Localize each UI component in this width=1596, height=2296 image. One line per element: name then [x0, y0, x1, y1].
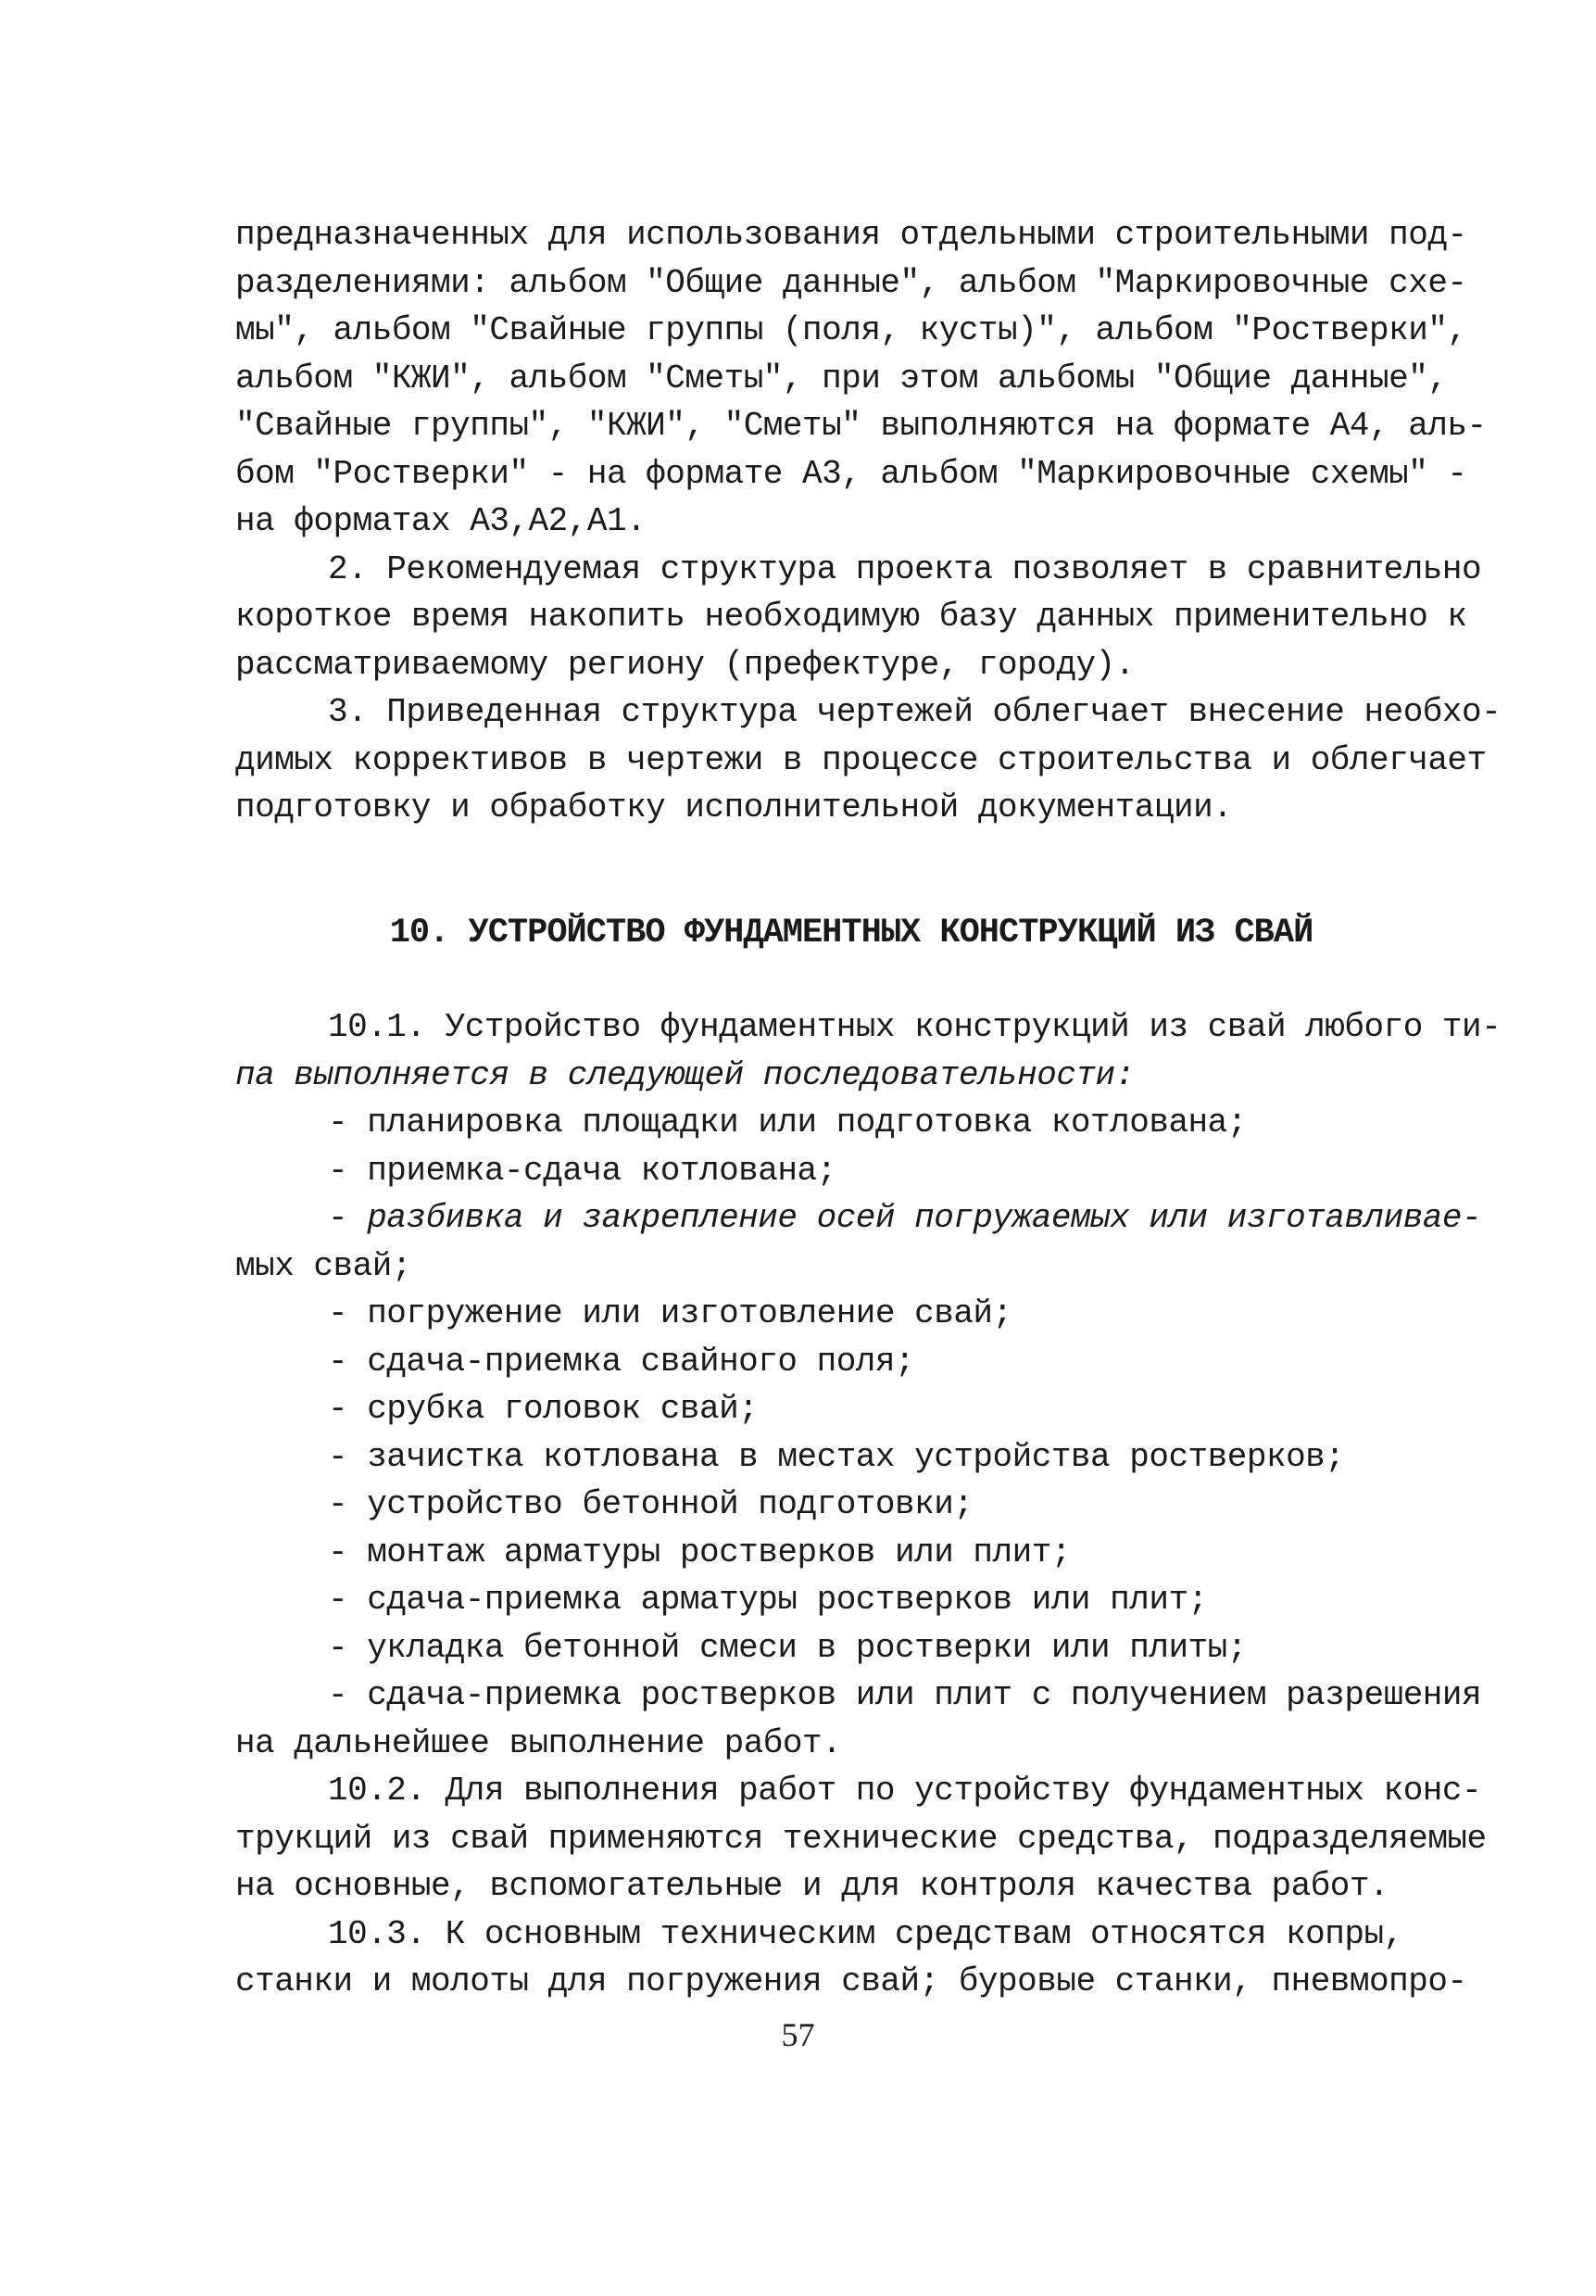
list-item: - сдача-приемка свайного поля;: [328, 1342, 915, 1381]
text-line: рассматриваемому региону (префектуре, городу).: [235, 645, 1135, 684]
text-line: бом "Ростверки" - на формате А3, альбом "Маркировочные схемы" -: [235, 454, 1467, 493]
list-item: - погружение или изготовление свай;: [328, 1294, 1012, 1332]
list-item: - сдача-приемка арматуры ростверков или плит;: [328, 1581, 1208, 1619]
text-line: мы", альбом "Свайные группы (поля, кусты)", альбом "Ростверки",: [235, 311, 1467, 349]
section-heading: 10. УСТРОЙСТВО ФУНДАМЕНТНЫХ КОНСТРУКЦИЙ ИЗ СВАЙ: [389, 914, 1313, 952]
text-line: 10.3. К основным техническим средствам относятся копры,: [328, 1914, 1403, 1953]
list-item: - планировка площадки или подготовка котлована;: [328, 1104, 1247, 1142]
text-line: па выполняется в следующей последовательности:: [235, 1055, 1135, 1094]
text-line: разделениями: альбом "Общие данные", альбом "Маркировочные схе-: [235, 263, 1467, 302]
list-item: - зачистка котлована в местах устройства ростверков;: [328, 1437, 1345, 1476]
text-line: 2. Рекомендуемая структура проекта позволяет в сравнительно: [328, 549, 1482, 588]
text-line: 3. Приведенная структура чертежей облегчает внесение необхо-: [328, 693, 1502, 731]
list-item: - укладка бетонной смеси в ростверки или плиты;: [328, 1628, 1247, 1667]
page-number: 57: [781, 2016, 815, 2053]
text-line: на дальнейшее выполнение работ.: [235, 1723, 842, 1762]
list-item: - монтаж арматуры ростверков или плит;: [328, 1533, 1071, 1571]
text-block-bottom: [235, 1003, 1502, 2006]
text-line: альбом "КЖИ", альбом "Сметы", при этом альбомы "Общие данные",: [235, 359, 1448, 397]
text-line: мых свай;: [235, 1246, 411, 1285]
list-item: - разбивка и закрепление осей погружаемых или изготавливае-: [328, 1199, 1482, 1237]
text-block-top: [235, 211, 1502, 832]
text-line: предназначенных для использования отдельными строительными под-: [235, 216, 1467, 254]
list-item: - приемка-сдача котлована;: [328, 1151, 836, 1190]
text-line: "Свайные группы", "КЖИ", "Сметы" выполняются на формате А4, аль-: [235, 407, 1487, 445]
text-line: станки и молоты для погружения свай; буровые станки, пневмопро-: [235, 1962, 1467, 2000]
list-item: - срубка головок свай;: [328, 1390, 759, 1428]
text-line: на форматах А3,А2,А1.: [235, 502, 647, 540]
text-line: на основные, вспомогательные и для контроля качества работ.: [235, 1867, 1389, 1905]
text-line: димых коррективов в чертежи в процессе строительства и облегчает: [235, 740, 1487, 779]
text-line: трукций из свай применяются технические средства, подразделяемые: [235, 1819, 1487, 1858]
text-line: короткое время накопить необходимую базу данных применительно к: [235, 598, 1467, 636]
text-line: 10.1. Устройство фундаментных конструкций из свай любого ти-: [328, 1008, 1502, 1046]
list-item: - сдача-приемка ростверков или плит с получением разрешения: [328, 1676, 1482, 1714]
text-line: подготовку и обработку исполнительной документации.: [235, 788, 1233, 826]
list-item: - устройство бетонной подготовки;: [328, 1485, 974, 1523]
text-line: 10.2. Для выполнения работ по устройству фундаментных конс-: [328, 1772, 1482, 1810]
